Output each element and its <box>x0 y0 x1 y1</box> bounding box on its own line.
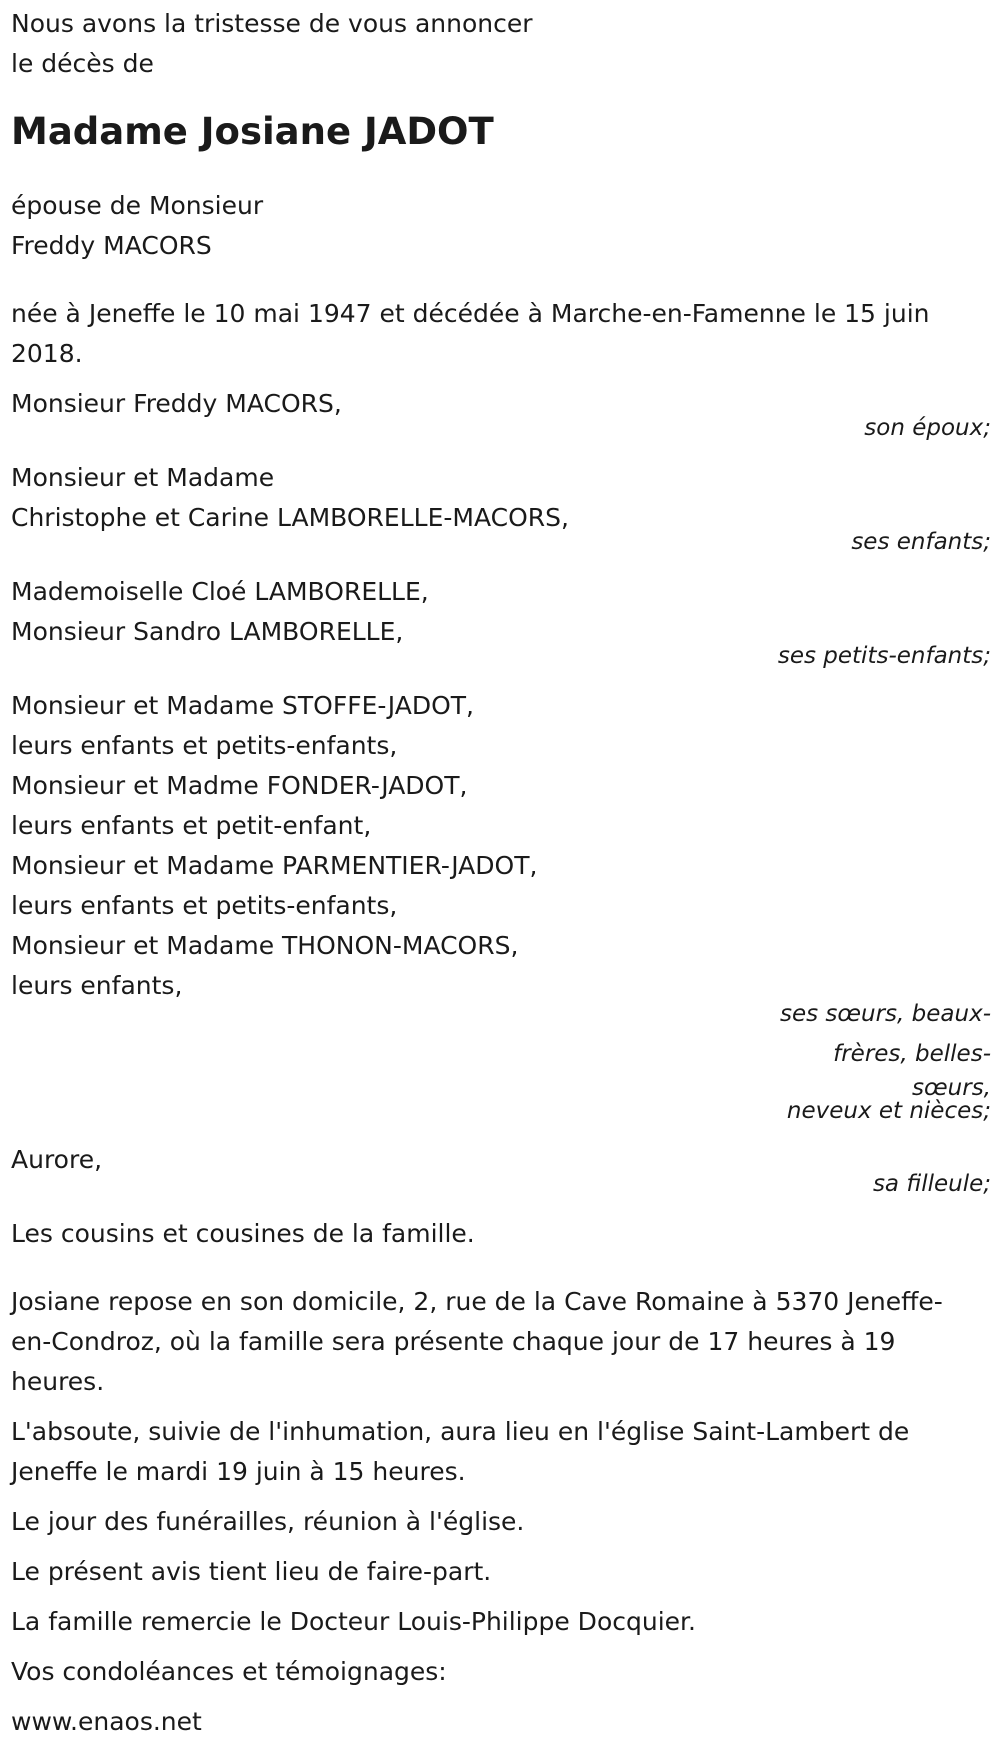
cousins-line: Les cousins et cousines de la famille. <box>11 1219 475 1248</box>
relation-label: son époux; <box>864 415 991 441</box>
family-member-line: leurs enfants et petits-enfants, <box>11 731 398 760</box>
relation-line: sœurs, <box>912 1075 991 1101</box>
paragraph-funeral: L'absoute, suivie de l'inhumation, aura lieu en l'église Saint-Lambert de Jeneffe le mardi 19 juin à 15 heures. <box>11 1417 910 1486</box>
intro-line-2: le décès de <box>11 49 154 78</box>
family-member-line: Monsieur Sandro LAMBORELLE, <box>11 617 404 646</box>
family-member-line: Monsieur Freddy MACORS, <box>11 389 342 418</box>
birth-death-text: née à Jeneffe le 10 mai 1947 et décédée à Marche-en-Famenne le 15 juin 2018. <box>11 299 930 368</box>
relation-label: ses enfants; <box>851 529 991 555</box>
family-member-line: Monsieur et Madme FONDER-JADOT, <box>11 771 468 800</box>
relation-label: ses petits-enfants; <box>777 643 991 669</box>
family-member-line: Christophe et Carine LAMBORELLE-MACORS, <box>11 503 569 532</box>
intro-line-1: Nous avons la tristesse de vous annoncer <box>11 9 533 38</box>
family-group-goddaughter <box>11 1140 991 1204</box>
family-group-grandchildren <box>11 572 991 676</box>
relation-label: sa filleule; <box>872 1171 991 1197</box>
relation-label-extra: neveux et nièces; <box>786 1098 991 1124</box>
relation-label-multi <box>771 994 991 1108</box>
relation-line: frères, belles- <box>833 1041 991 1067</box>
family-member-line: Aurore, <box>11 1145 103 1174</box>
family-member-line: Monsieur et Madame THONON-MACORS, <box>11 931 519 960</box>
deceased-name: Madame Josiane JADOT <box>11 110 494 153</box>
spouse-line-2: Freddy MACORS <box>11 231 212 260</box>
family-group-children <box>11 458 991 562</box>
family-member-line: leurs enfants et petits-enfants, <box>11 891 398 920</box>
paragraph-thanks: La famille remercie le Docteur Louis-Philippe Docquier. <box>11 1607 696 1636</box>
paragraph-notice: Le présent avis tient lieu de faire-part. <box>11 1557 492 1586</box>
family-member-line: Monsieur et Madame <box>11 463 275 492</box>
obituary-content <box>11 4 991 1742</box>
family-member-line: leurs enfants, <box>11 971 183 1000</box>
website-link[interactable]: www.enaos.net <box>11 1707 202 1736</box>
paragraph-condolences: Vos condoléances et témoignages: <box>11 1657 447 1686</box>
family-member-line: Monsieur et Madame PARMENTIER-JADOT, <box>11 851 538 880</box>
relation-line: ses sœurs, beaux- <box>779 1001 991 1027</box>
family-member-line: leurs enfants et petit-enfant, <box>11 811 372 840</box>
spouse-line-1: épouse de Monsieur <box>11 191 264 220</box>
paragraph-gathering: Le jour des funérailles, réunion à l'église. <box>11 1507 525 1536</box>
family-group-spouse <box>11 384 991 448</box>
family-member-line: Monsieur et Madame STOFFE-JADOT, <box>11 691 474 720</box>
paragraph-rest: Josiane repose en son domicile, 2, rue de la Cave Romaine à 5370 Jeneffe-en-Condroz, où la famille sera présente chaque jour de 17 heures à 19 heures. <box>11 1287 943 1396</box>
family-member-line: Mademoiselle Cloé LAMBORELLE, <box>11 577 429 606</box>
family-group-siblings <box>11 686 991 1122</box>
